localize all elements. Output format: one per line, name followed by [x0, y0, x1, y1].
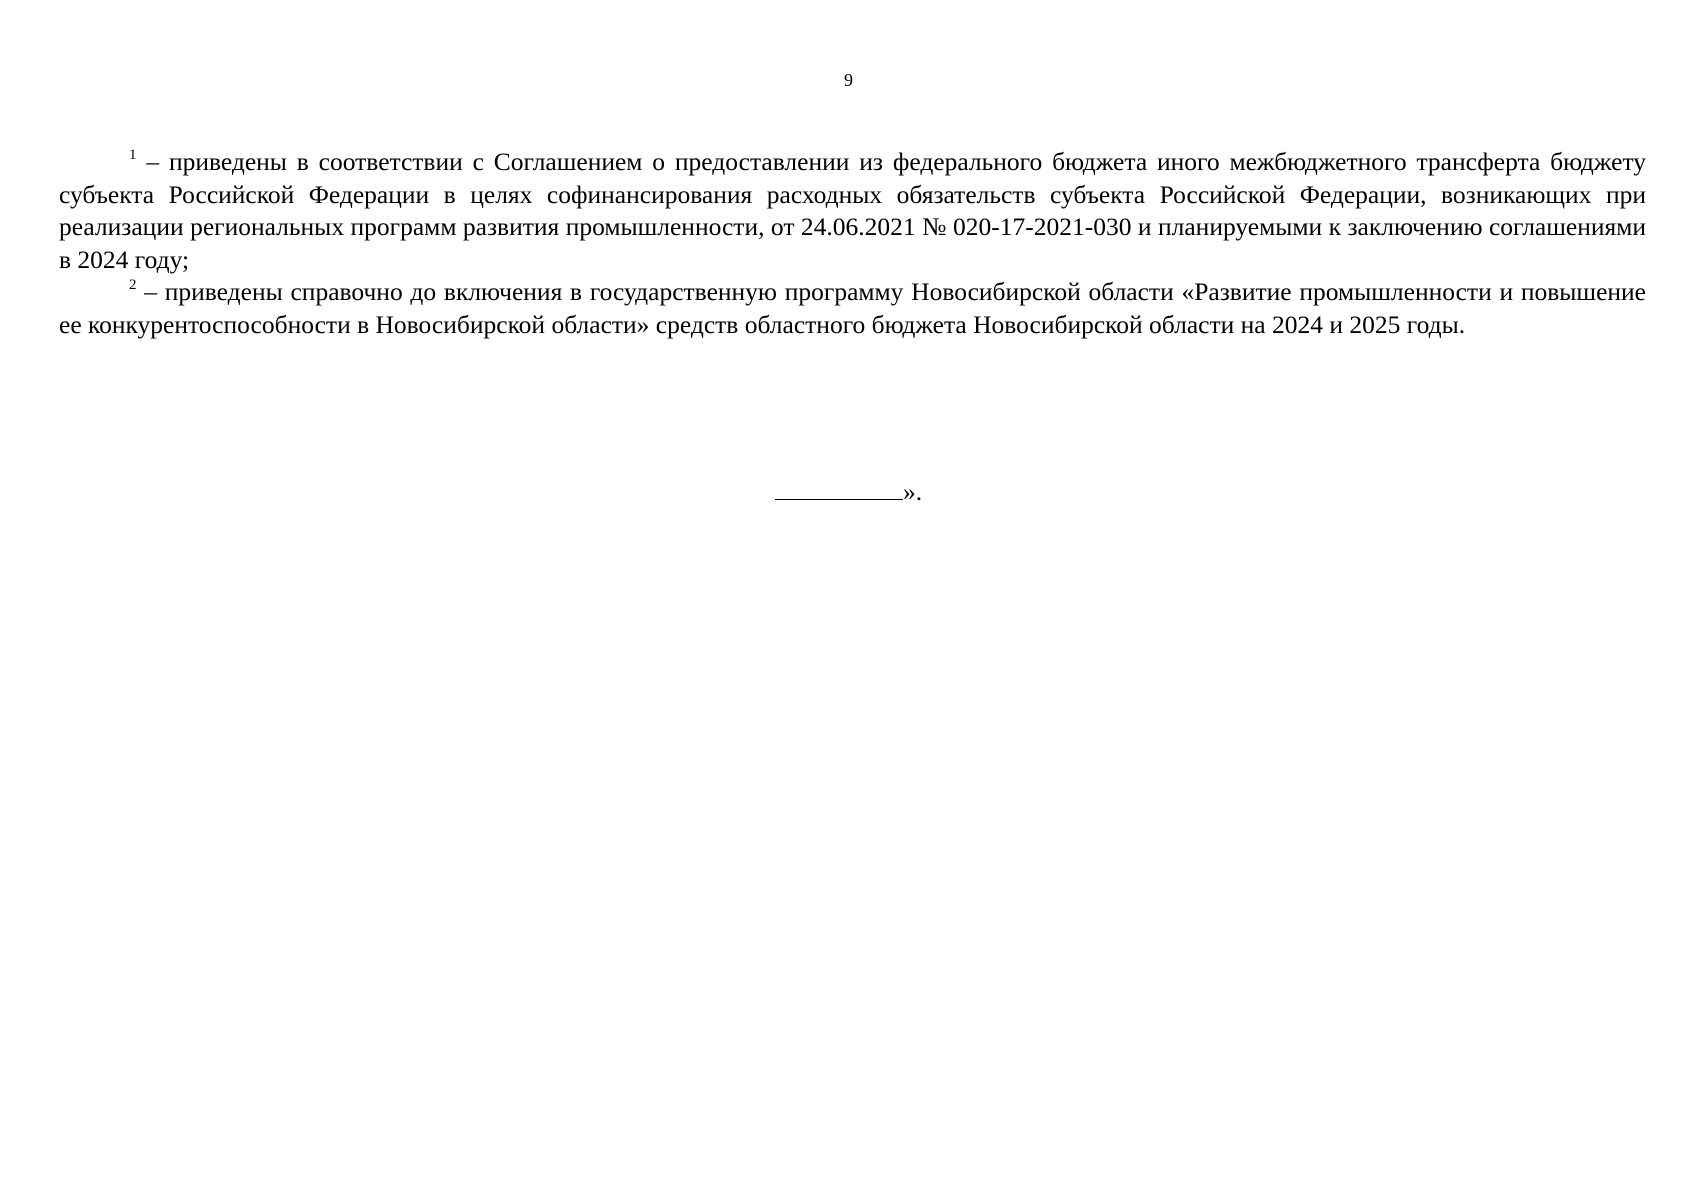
footnote-text: – приведены справочно до включения в государственную программу Новосибирской области «Развитие промышленности и повышение ее конкурентоспособности в Новосибирской области» средств областного бюджета Новосибирской области на 2024 и 2025 годы.: [59, 277, 1646, 339]
page-number: 9: [844, 70, 853, 90]
footnote-text: – приведены в соответствии с Соглашением о предоставлении из федерального бюджета иного межбюджетного трансферта бюджету субъекта Российской Федерации в целях софинансирования расходных обязательств субъекта Российской Федерации, возникающих при реализации региональных программ развития промышленности, от 24.06.2021 № 020-17-2021-030 и планируемыми к заключению соглашениями в 2024 году;: [59, 147, 1647, 274]
footnote-marker: 1: [129, 146, 137, 163]
footnotes-block: [59, 146, 1646, 341]
closing-underline: [775, 473, 903, 500]
footnote-1: [59, 146, 1646, 276]
footnote-marker: 2: [129, 276, 137, 293]
closing-mark: [0, 473, 1697, 508]
closing-quote: ».: [902, 477, 923, 506]
footnote-2: [59, 276, 1646, 341]
